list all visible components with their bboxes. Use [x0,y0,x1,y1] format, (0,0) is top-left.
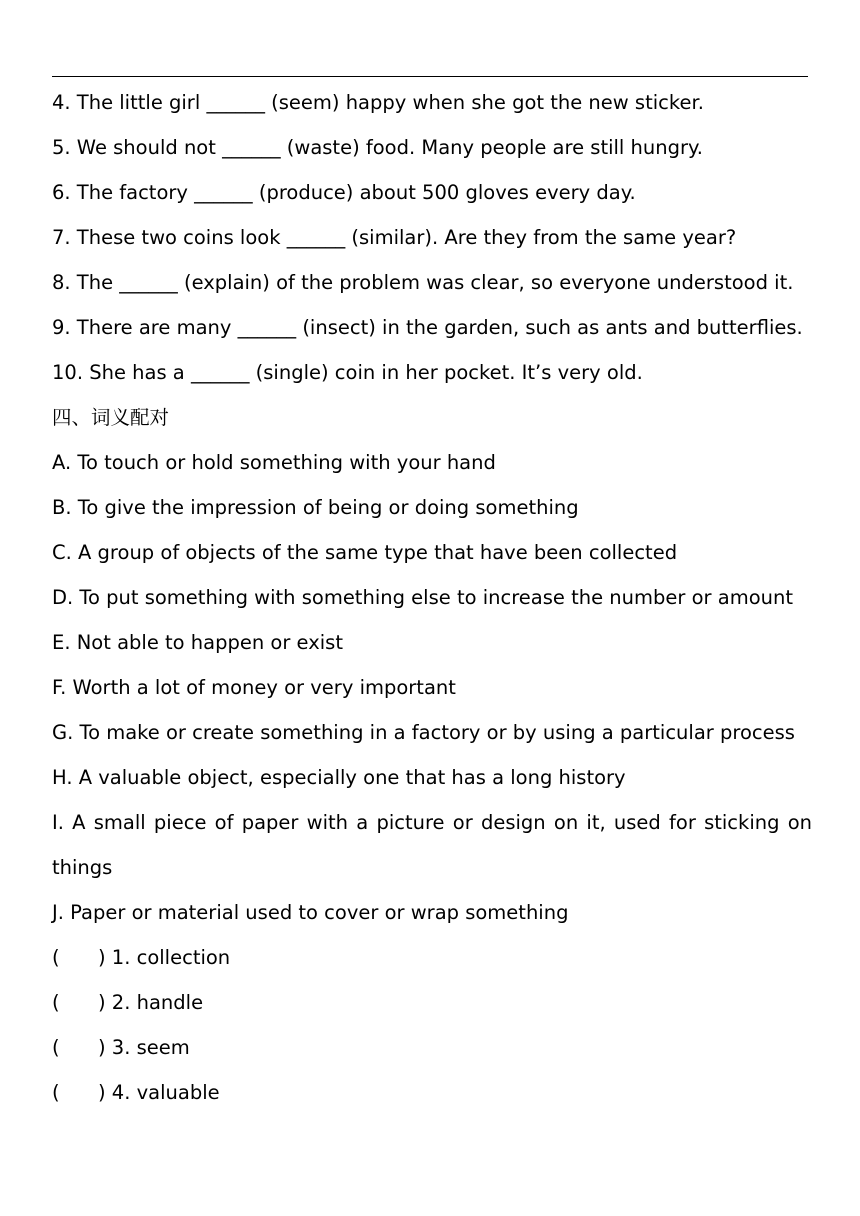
definition-b: B. To give the impression of being or doing something [52,496,579,519]
answer-blank[interactable]: ( [52,946,60,969]
definition-a: A. To touch or hold something with your hand [52,451,496,474]
definition-f: F. Worth a lot of money or very important [52,676,456,699]
content [52,80,812,1115]
matching-word: ) 1. collection [98,946,231,969]
matching-word: ) 3. seem [98,1036,190,1059]
definition-i-continued: things [52,856,113,879]
definition-i: I. A small piece of paper with a picture or design on it, used for sticking on [52,811,812,834]
matching-word: ) 2. handle [98,991,204,1014]
matching-word: ) 4. valuable [98,1081,220,1104]
fill-in-item-10: 10. She has a ______ (single) coin in her pocket. It’s very old. [52,361,643,384]
matching-item-3 [52,1025,812,1070]
definition-h: H. A valuable object, especially one that has a long history [52,766,626,789]
fill-in-item-6: 6. The factory ______ (produce) about 500 gloves every day. [52,181,636,204]
fill-in-item-4: 4. The little girl ______ (seem) happy when she got the new sticker. [52,91,704,114]
answer-blank[interactable]: ( [52,1036,60,1059]
definition-e: E. Not able to happen or exist [52,631,343,654]
definition-j: J. Paper or material used to cover or wrap something [52,901,569,924]
fill-in-item-7: 7. These two coins look ______ (similar). Are they from the same year? [52,226,737,249]
answer-blank[interactable]: ( [52,1081,60,1104]
definition-c: C. A group of objects of the same type that have been collected [52,541,678,564]
matching-item-1 [52,935,812,980]
definition-g: G. To make or create something in a factory or by using a particular process [52,721,795,744]
answer-blank[interactable]: ( [52,991,60,1014]
fill-in-item-9: 9. There are many ______ (insect) in the garden, such as ants and butterflies. [52,316,803,339]
matching-item-4 [52,1070,812,1115]
matching-item-2 [52,980,812,1025]
section-heading-matching: 四、词义配对 [52,406,170,429]
fill-in-item-8: 8. The ______ (explain) of the problem was clear, so everyone understood it. [52,271,794,294]
definition-d: D. To put something with something else to increase the number or amount [52,586,793,609]
header-rule [52,76,808,77]
fill-in-item-5: 5. We should not ______ (waste) food. Many people are still hungry. [52,136,703,159]
